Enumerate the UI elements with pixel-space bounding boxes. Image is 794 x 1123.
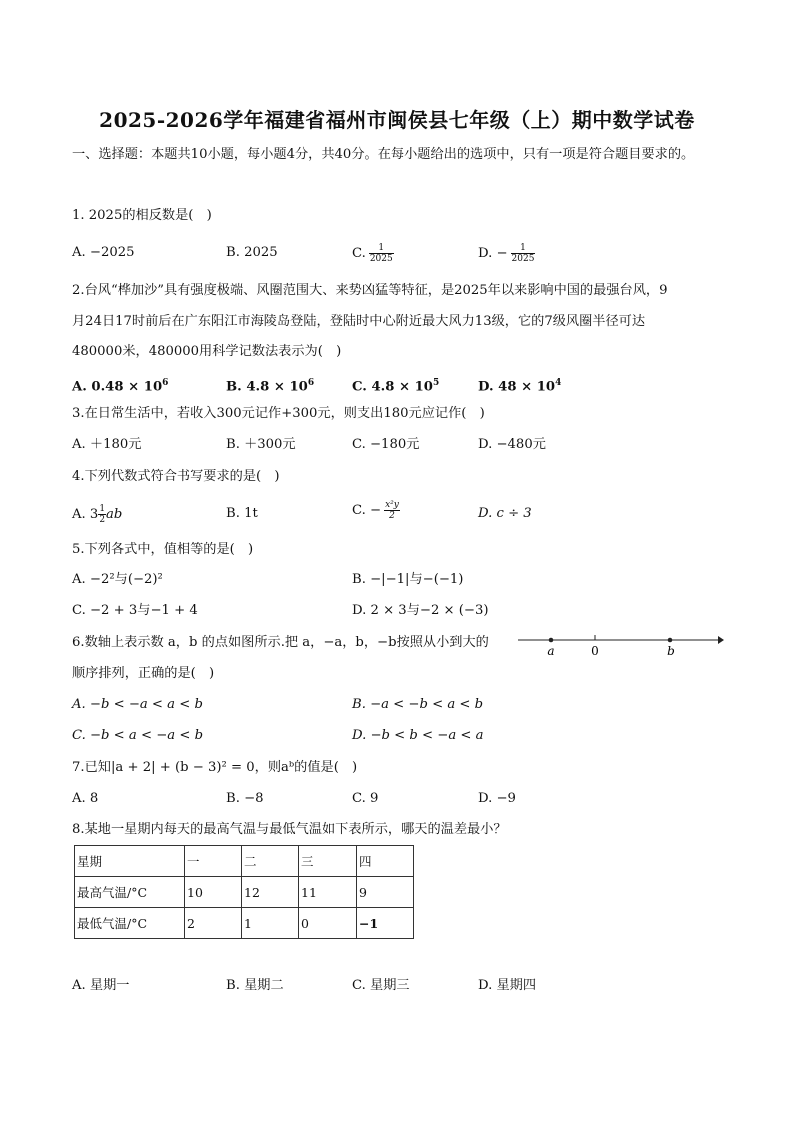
q6-line-2: 顺序排列，正确的是( ) — [72, 666, 215, 681]
table-cell: 12 — [242, 877, 299, 908]
q7-stem: 7.已知|a + 2| + (b − 3)² = 0，则aᵇ的值是( ) — [72, 760, 358, 775]
label-a: a — [547, 644, 555, 658]
q2-option-d-exp: 4 — [555, 378, 562, 388]
q2-option-b — [226, 373, 314, 397]
point-a — [549, 638, 554, 643]
label-b: b — [667, 644, 675, 658]
q1-option-d — [478, 243, 535, 264]
q1-option-c-fraction — [369, 243, 394, 264]
q1-option-b: B. 2025 — [226, 245, 278, 260]
table-cell: 0 — [299, 908, 357, 939]
table-cell: 11 — [299, 877, 357, 908]
q6-option-d: D. −b < b < −a < a — [352, 728, 484, 743]
q2-option-c-exp: 5 — [432, 378, 440, 388]
q5-stem: 5.下列各式中，值相等的是( ) — [72, 542, 254, 557]
table-row — [75, 908, 414, 939]
point-b — [668, 638, 673, 643]
q2-option-a-text: A. 0.48 × 10 — [72, 379, 163, 395]
q3-stem: 3.在日常生活中，若收入300元记作+300元，则支出180元应记作( ) — [72, 406, 485, 421]
q1-d-denominator: 2025 — [511, 254, 535, 264]
q8-option-a: A. 星期一 — [72, 978, 130, 993]
q4-a-denominator: 2 — [99, 515, 106, 525]
table-cell: −1 — [357, 908, 414, 939]
number-line-arrow — [718, 636, 724, 644]
q2-option-d-text: D. 48 × 10 — [478, 379, 556, 395]
table-header-cell: 星期 — [75, 846, 185, 877]
q4-option-a-tail: ab — [106, 507, 123, 522]
q6-line-1: 6.数轴上表示数 a，b 的点如图所示.把 a，−a，b，−b按照从小到大的 — [72, 635, 489, 650]
q3-option-a: A. ＋180元 — [72, 437, 142, 452]
table-header-cell: 四 — [357, 846, 414, 877]
q8-stem: 8.某地一星期内每天的最高气温与最低气温如下表所示，哪天的温差最小？ — [72, 822, 507, 837]
q4-c-denominator: 2 — [389, 511, 395, 521]
q1-c-numerator: 1 — [369, 243, 394, 254]
q3-option-b: B. ＋300元 — [226, 437, 296, 452]
q8-option-b: B. 星期二 — [226, 978, 284, 993]
q1-option-c — [352, 243, 394, 264]
q1-c-denominator: 2025 — [369, 254, 393, 264]
q4-option-c-fraction — [384, 500, 400, 521]
q1-option-d-label: D. − — [478, 246, 508, 261]
table-cell: 最低气温/°C — [75, 908, 185, 939]
q2-line-1: 2.台风“桦加沙”具有强度极端、风圈范围大、来势凶猛等特征，是2025年以来影响中国的最强台风，9 — [72, 283, 668, 298]
q1-stem: 1. 2025的相反数是( ) — [72, 208, 212, 223]
q4-stem: 4.下列代数式符合书写要求的是( ) — [72, 469, 280, 484]
q5-option-a: A. −2²与(−2)² — [72, 572, 163, 587]
table-cell: 最高气温/°C — [75, 877, 185, 908]
q2-line-2: 月24日17时前后在广东阳江市海陵岛登陆，登陆时中心附近最大风力13级，它的7级风圈半径可达 — [72, 314, 646, 329]
q4-option-a-label: A. 3 — [72, 507, 99, 522]
q4-option-a-fraction — [98, 504, 106, 525]
table-cell: 9 — [357, 877, 414, 908]
q5-option-c: C. −2 + 3与−1 + 4 — [72, 603, 198, 618]
table-header-cell: 三 — [299, 846, 357, 877]
q4-option-a — [72, 504, 122, 525]
q2-option-c-text: C. 4.8 × 10 — [352, 379, 433, 395]
q5-option-d: D. 2 × 3与−2 × (−3) — [352, 603, 489, 618]
q4-option-c-label: C. − — [352, 503, 382, 518]
table-header-cell: 二 — [242, 846, 299, 877]
table-header-cell: 一 — [185, 846, 242, 877]
q8-option-d: D. 星期四 — [478, 978, 537, 993]
q6-option-c: C. −b < a < −a < b — [72, 728, 204, 743]
q2-option-b-exp: 6 — [307, 378, 315, 388]
q2-option-d — [478, 373, 561, 397]
q2-option-b-text: B. 4.8 × 10 — [226, 379, 308, 395]
q2-line-3: 480000米，480000用科学记数法表示为( ) — [72, 344, 342, 359]
q2-option-a-exp: 6 — [162, 378, 169, 388]
q1-option-d-fraction — [511, 243, 536, 264]
q4-option-d: D. c ÷ 3 — [478, 506, 532, 521]
table-cell: 10 — [185, 877, 242, 908]
q1-d-numerator: 1 — [511, 243, 536, 254]
table-row — [75, 877, 414, 908]
q8-option-c: C. 星期三 — [352, 978, 410, 993]
q1-option-a: A. −2025 — [72, 245, 135, 260]
section-header: 一、选择题：本题共10小题，每小题4分，共40分。在每小题给出的选项中，只有一项是符合题目要求的。 — [72, 147, 695, 162]
q6-option-a: A. −b < −a < a < b — [72, 697, 203, 712]
page-title: 2025-2026学年福建省福州市闽侯县七年级（上）期中数学试卷 — [99, 108, 695, 132]
q3-option-d: D. −480元 — [478, 437, 546, 452]
label-zero: 0 — [591, 644, 599, 658]
q6-option-b: B. −a < −b < a < b — [352, 697, 484, 712]
q3-option-c: C. −180元 — [352, 437, 420, 452]
table-header-row — [75, 846, 414, 877]
q4-c-numerator: x²y — [385, 500, 399, 510]
number-line-figure — [512, 628, 724, 660]
q7-option-a: A. 8 — [72, 791, 99, 806]
table-cell: 1 — [242, 908, 299, 939]
q7-option-c: C. 9 — [352, 791, 379, 806]
q4-a-numerator: 1 — [99, 504, 106, 514]
q4-option-c — [352, 500, 400, 521]
q1-option-c-label: C. — [352, 246, 366, 261]
q4-option-b: B. 1t — [226, 506, 258, 521]
q7-option-b: B. −8 — [226, 791, 264, 806]
q2-option-a — [72, 373, 168, 397]
temperature-table — [74, 845, 414, 939]
table-cell: 2 — [185, 908, 242, 939]
q2-option-c — [352, 373, 439, 397]
q5-option-b: B. −|−1|与−(−1) — [352, 572, 464, 587]
q7-option-d: D. −9 — [478, 791, 516, 806]
